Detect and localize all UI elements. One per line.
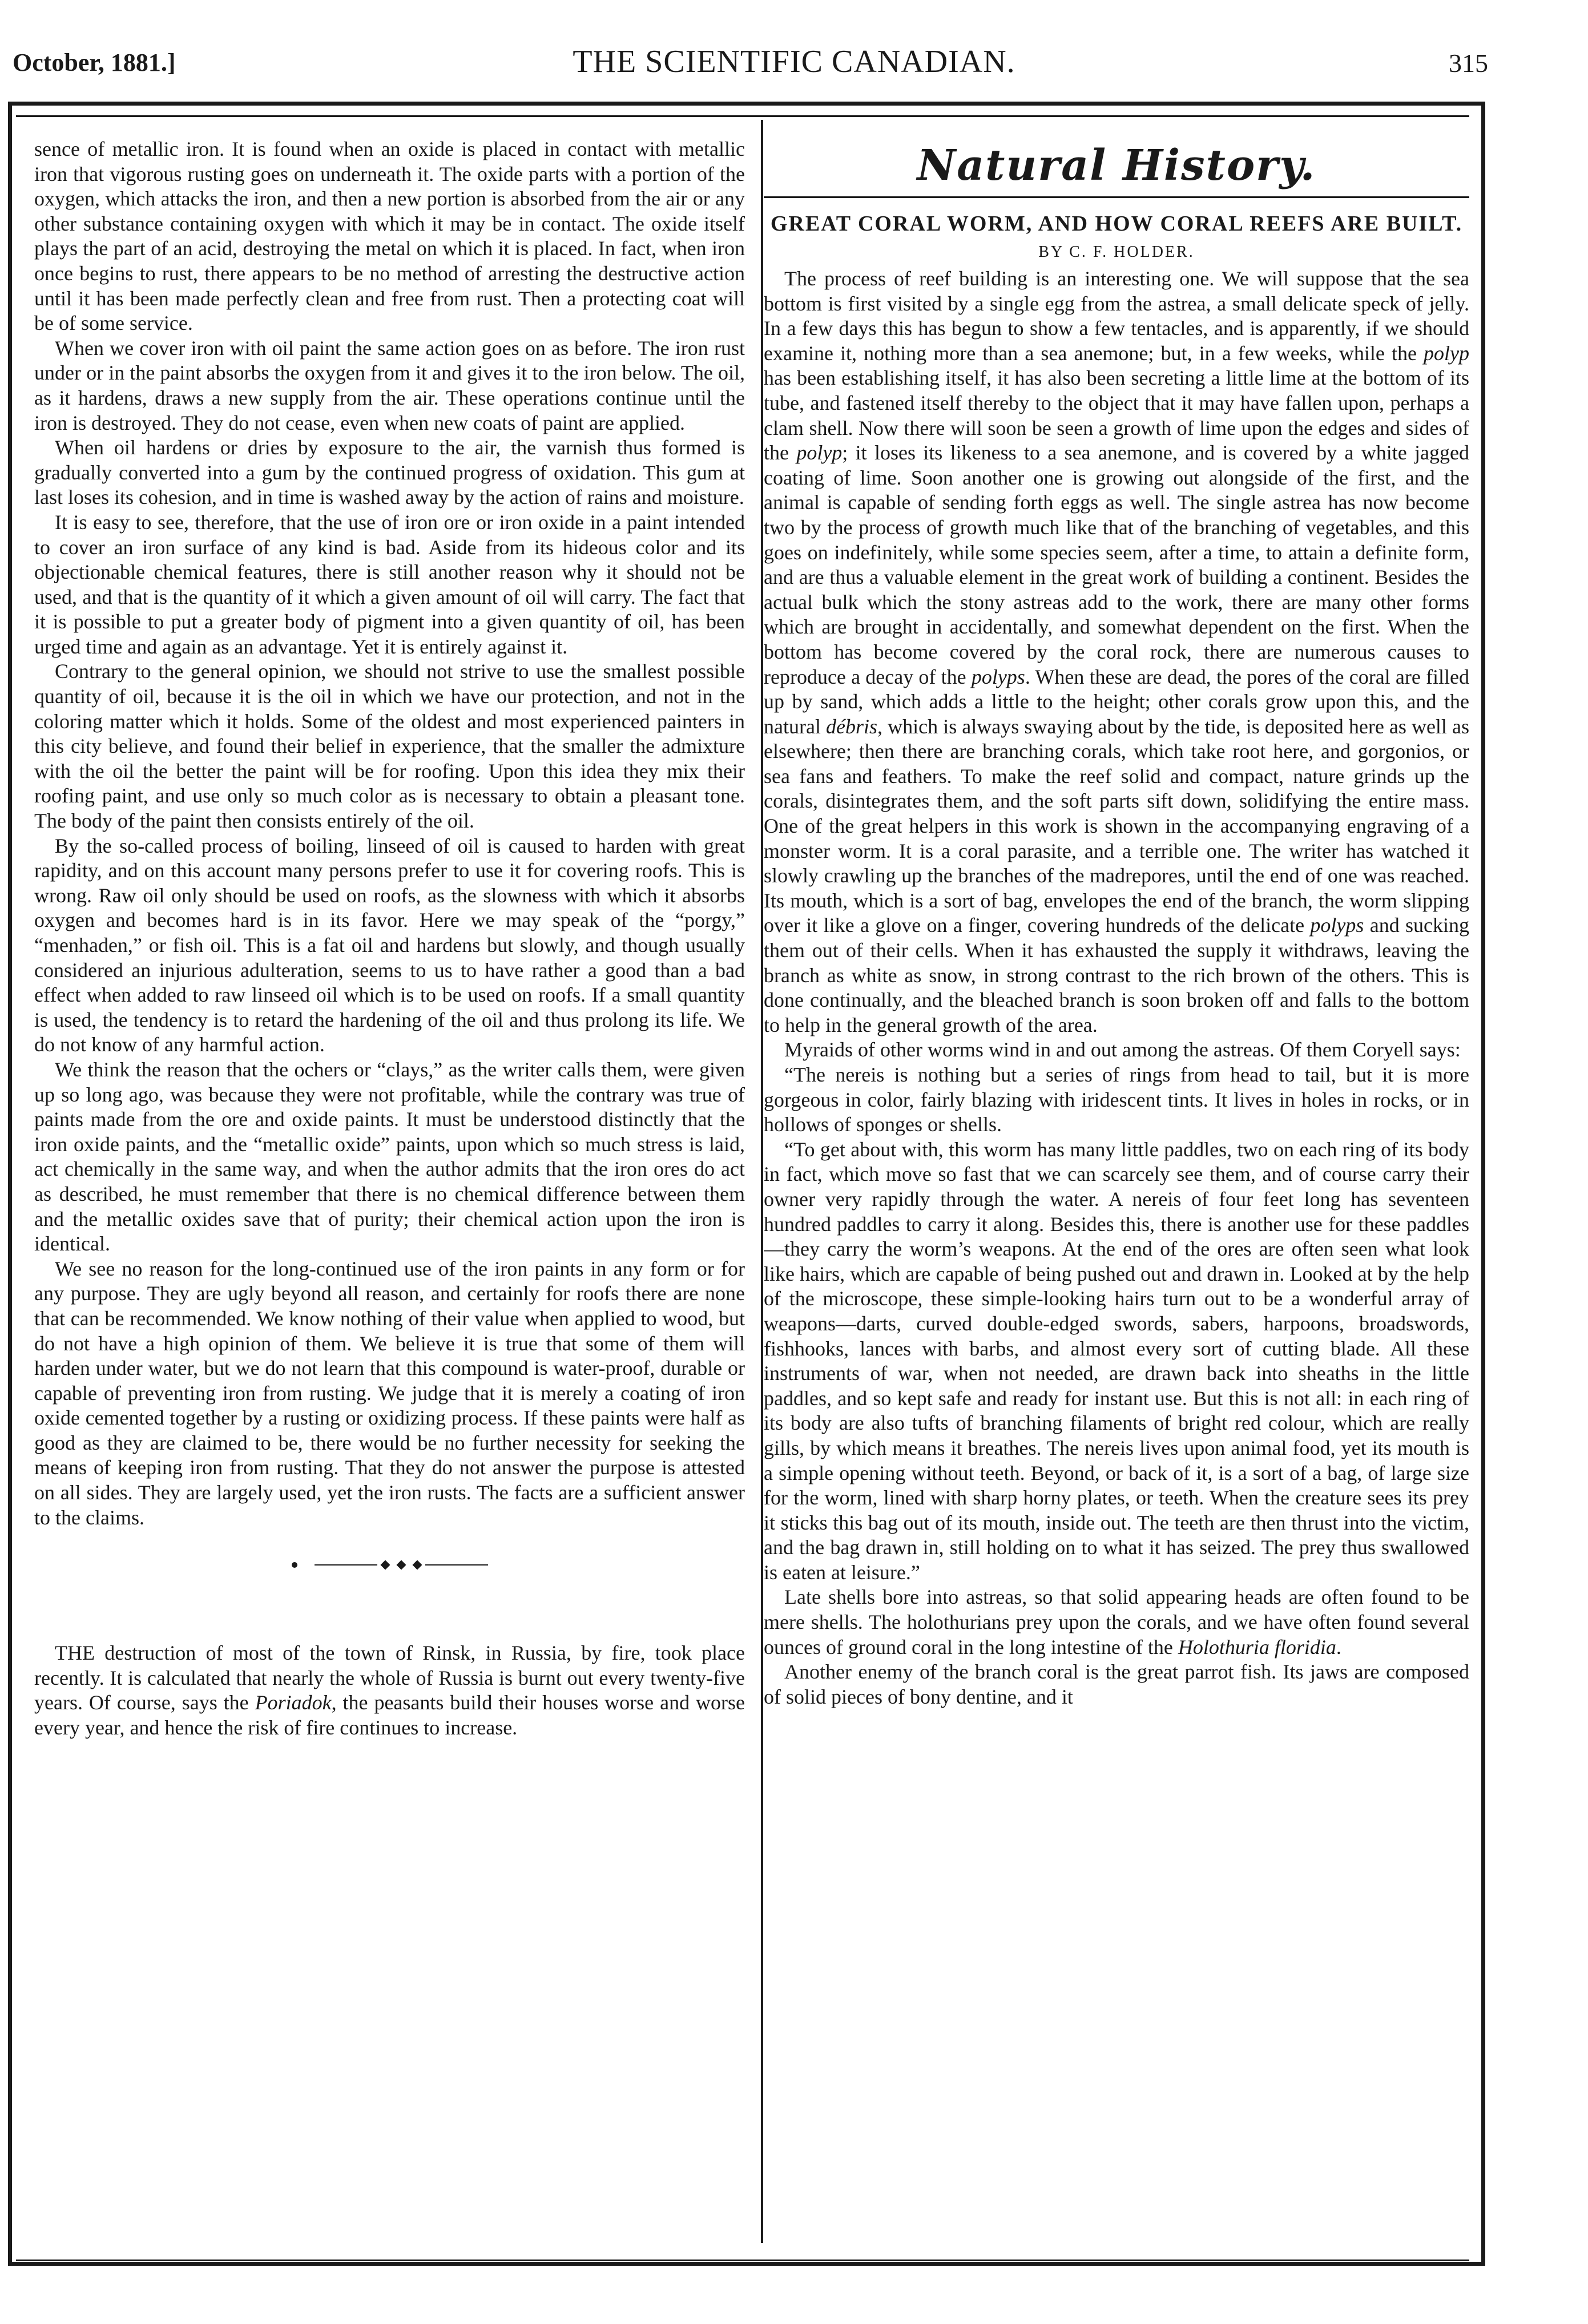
italic-term: polyps (971, 665, 1025, 688)
paragraph: By the so-called process of boiling, linseed of oil is caused to harden with great rapidity, and on this account many persons prefer to use it for covering roofs. This is wrong. Raw oil only should be used on roofs, as the slowness with which it absorbs oxygen and becomes hard is in its favor. Here we may speak of the “porgy,” “menhaden,” or fish oil. This is a fat oil and hardens but slowly, and though usually considered an injurious adulteration, seems to us to have rather a good than a bad effect when added to raw linseed oil which is to be used on roofs. If a small quantity is used, the tendency is to retard the hardening of the oil and thus prolong its life. We do not know of any harmful action. (34, 834, 745, 1056)
text-run: The process of reef building is an interesting one. We will suppose that the sea bottom is first visited by a single egg from the astrea, a small delicate speck of jelly. In a few days this has begun to show a few tentacles, and is apparently, if we should examine it, nothing more than a sea anemone; but, in a few weeks, while the (764, 267, 1469, 365)
article-title: GREAT CORAL WORM, AND HOW CORAL REEFS ARE BUILT. (770, 212, 1463, 236)
text-run: has been establishing itself, it has also been secreting a little lime at the bottom of its tube, and fastened itself thereby to the object that it may have fallen upon, perhaps a clam shell. Now there will soon be seen a growth of lime upon the edges and sides of the (764, 366, 1469, 465)
page-number: 315 (1449, 49, 1488, 78)
paragraph (764, 267, 1469, 1038)
text-run: and sucking them out of their cells. When it has exhausted the supply it withdraws, leaving the branch as white as snow, in strong contrast to the rich brown of the others. This is done continually, and the bleached branch is soon broken off and falls to the bottom to help in the general growth of the area. (764, 914, 1469, 1036)
quote-paragraph: “The nereis is nothing but a series of rings from head to tail, but it is more gorgeous in color, fairly blazing with iridescent tints. It lives in holes in rocks, or in hollows of sponges or shells. (764, 1063, 1469, 1136)
left-column (34, 137, 745, 2249)
text-run: . (1336, 1635, 1341, 1659)
paragraph: When oil hardens or dries by exposure to the air, the varnish thus formed is gradually converted into a gum by the continued progress of oxidation. This gum at last loses its cohesion, and in time is washed away by the action of rains and moisture. (34, 436, 745, 509)
newspaper-name: Poriadok (255, 1691, 332, 1714)
news-note-text-end: , the peasants build their houses worse and worse every year, and hence the risk of fire continues to increase. (34, 1691, 745, 1740)
column-divider (761, 120, 763, 2243)
news-note-lead: THE (55, 1641, 95, 1665)
news-note-text: destruction of most of the town of Rinsk, in Russia, by fire, took place recently. It is calculated that nearly the whole of Russia is burnt out every twenty-five years. Of course, says the (34, 1641, 745, 1714)
species-name: Holothuria floridia (1178, 1635, 1336, 1659)
quote-paragraph: “To get about with, this worm has many little paddles, two on each ring of its body in fact, which move so fast that we can scarcely see them, and of course carry their owner very rapidly through the water. A nereis of four feet long has seventeen hundred paddles to carry it along. Besides this, there is another use for these paddles—they carry the worm’s weapons. At the end of the ores are often seen what look like hairs, which are capable of being pushed out and drawn in. Looked at by the help of the microscope, these simple-looking hairs turn out to be a wonderful array of weapons—darts, curved double-edged swords, sabers, harpoons, broadswords, fishhooks, lances with barbs, and almost every sort of cutting blade. All these instruments of war, when not needed, are drawn back into sheaths in the little paddles, and so kept safe and ready for instant use. But this is not all: in each ring of its body are also tufts of branching filaments of bright red colour, which are really gills, by which means it breathes. The nereis lives upon animal food, yet its mouth is a simple opening without teeth. Beyond, or back of it, is a sort of a bag, of large size for the worm, lined with sharp horny plates, or teeth. When the creature sees its prey it sticks this bag out of its mouth, inside out. The teeth are then thrust into the victim, and the bag drawn in, still holding on to what it has seized. The prey thus swallowed is eaten at leisure.” (764, 1137, 1469, 1584)
paragraph: We think the reason that the ochers or “clays,” as the writer calls them, were given up so long ago, was because they were not profitable, while the contrary was true of paints made from the ore and oxide paints. It must be understood distinctly that the iron oxide paints, and the “metallic oxide” paints, upon which so much stress is laid, act chemically in the same way, and when the author admits that the iron ores do act as described, he must remember that there is no chemical difference between them and the metallic oxides save that of purity; their chemical action upon the iron is identical. (34, 1058, 745, 1256)
italic-term: débris (826, 715, 878, 738)
paragraph: Myraids of other worms wind in and out among the astreas. Of them Coryell says: (784, 1038, 1461, 1062)
section-title: Natural History. (917, 141, 1316, 190)
text-run: Late shells bore into astreas, so that solid appearing heads are often found to be mere shells. The holothurians prey upon the corals, and we have often found several ounces of ground coral in the long intestine of the (764, 1585, 1469, 1659)
paragraph: We see no reason for the long-continued use of the iron paints in any form or for any purpose. They are ugly beyond all reason, and certainly for roofs there are none that can be recommended. We know nothing of their value when applied to wood, but do not have a high opinion of them. We believe it is true that some of them will harden under water, but we do not learn that this compound is water-proof, durable or capable of preventing iron from rusting. We judge that it is merely a coating of iron oxide cemented together by a rusting or oxidizing process. If these paints were half as good as they are claimed to be, there would be no further necessity for seeking the means of keeping iron from rusting. That they do not answer the purpose is attested on all sides. They are largely used, yet the iron rusts. The facts are a sufficient answer to the claims. (34, 1257, 745, 1529)
journal-title: THE SCIENTIFIC CANADIAN. (573, 44, 1015, 79)
paragraph: Contrary to the general opinion, we should not strive to use the smallest possible quantity of oil, because it is the oil in which we have our protection, and not in the coloring matter which it holds. Some of the oldest and most experienced painters in this city believe, and found their belief in experience, that the smaller the admixture with the oil the better the paint will be for roofing. Upon this idea they mix their roofing paint, and use only so much color as is necessary to obtain a pleasant tone. The body of the paint then consists entirely of the oil. (34, 660, 745, 833)
paragraph: Another enemy of the branch coral is the great parrot fish. Its jaws are composed of solid pieces of bony dentine, and it (764, 1660, 1469, 1708)
text-run: ; it loses its likeness to a sea anemone, and is covered by a white jagged coating of lime. Soon another one is growing out alongside of the first, and the animal is capable of sending forth eggs as well. The single astrea has now become two by the process of growth much like that of the branching of vegetables, and this goes on indefinitely, while some species seem, after a time, to attain a definite form, and are thus a valuable element in the great work of building a continent. Besides the actual bulk which the stony astreas add to the work, there are many other forms which are brought in accidentally, and somewhat dependent on the first. When the bottom has become covered by the coral rock, there are numerous causes to reproduce a decay of the (764, 441, 1469, 688)
issue-date: October, 1881.] (13, 49, 176, 76)
section-divider-ornament (34, 1554, 745, 1573)
paragraph: It is easy to see, therefore, that the use of iron ore or iron oxide in a paint intended to cover an iron surface of any kind is bad. Aside from its hideous color and its objectionable chemical features, there is still another reason why it should not be used, and that is the quantity of it which a given amount of oil will carry. The fact that it is possible to put a greater body of pigment into a given quantity of oil, has been urged time and again as an advantage. Yet it is entirely against it. (34, 510, 745, 658)
news-note (34, 1641, 745, 1740)
text-run: . When these are dead, the pores of the coral are filled up by sand, which adds a little to the height; other corals grow upon this, and the natural (764, 665, 1469, 738)
italic-term: polyps (1310, 914, 1364, 937)
right-column (764, 137, 1469, 2249)
section-rule (764, 196, 1469, 198)
paragraph: When we cover iron with oil paint the same action goes on as before. The iron rust under or in the paint absorbs the oxygen from it and gives it to the iron below. The oil, as it hardens, draws a new supply from the air. These operations continue until the iron is destroyed. They do not cease, even when new coats of paint are applied. (34, 336, 745, 434)
italic-term: polyp (1424, 341, 1469, 365)
page-header (0, 41, 1588, 92)
text-run: , which is always swaying about by the tide, is deposited here as well as elsewhere; then there are branching corals, which take root here, and gorgonios, or sea fans and feathers. To make the reef solid and compact, nature grinds up the corals, disintegrates them, and the soft parts sift down, solidifying the entire mass. One of the great helpers in this work is shown in the accompanying engraving of a monster worm. It is a coral parasite, and a terrible one. The writer has watched it slowly crawling up the branches of the madrepores, until the end of one was reached. Its mouth, which is a sort of bag, envelopes the end of the branch, the worm slipping over it like a glove on a finger, covering hundreds of the delicate (764, 715, 1469, 937)
paragraph: sence of metallic iron. It is found when an oxide is placed in contact with metallic iron that vigorous rusting goes on underneath it. The oxide parts with a portion of the oxygen, which attacks the iron, and then a new portion is absorbed from the air or any other substance containing oxygen with which it may be in contact. The oxide itself plays the part of an acid, destroying the metal on which it is placed. In fact, when iron once begins to rust, there appears to be no method of arresting the destructive action until it has been made perfectly clean and free from rust. Then a protecting coat will be of some service. (34, 138, 745, 335)
italic-term: polyp (796, 441, 843, 465)
article-byline: BY C. F. HOLDER. (1038, 243, 1195, 261)
paragraph (764, 1585, 1469, 1660)
